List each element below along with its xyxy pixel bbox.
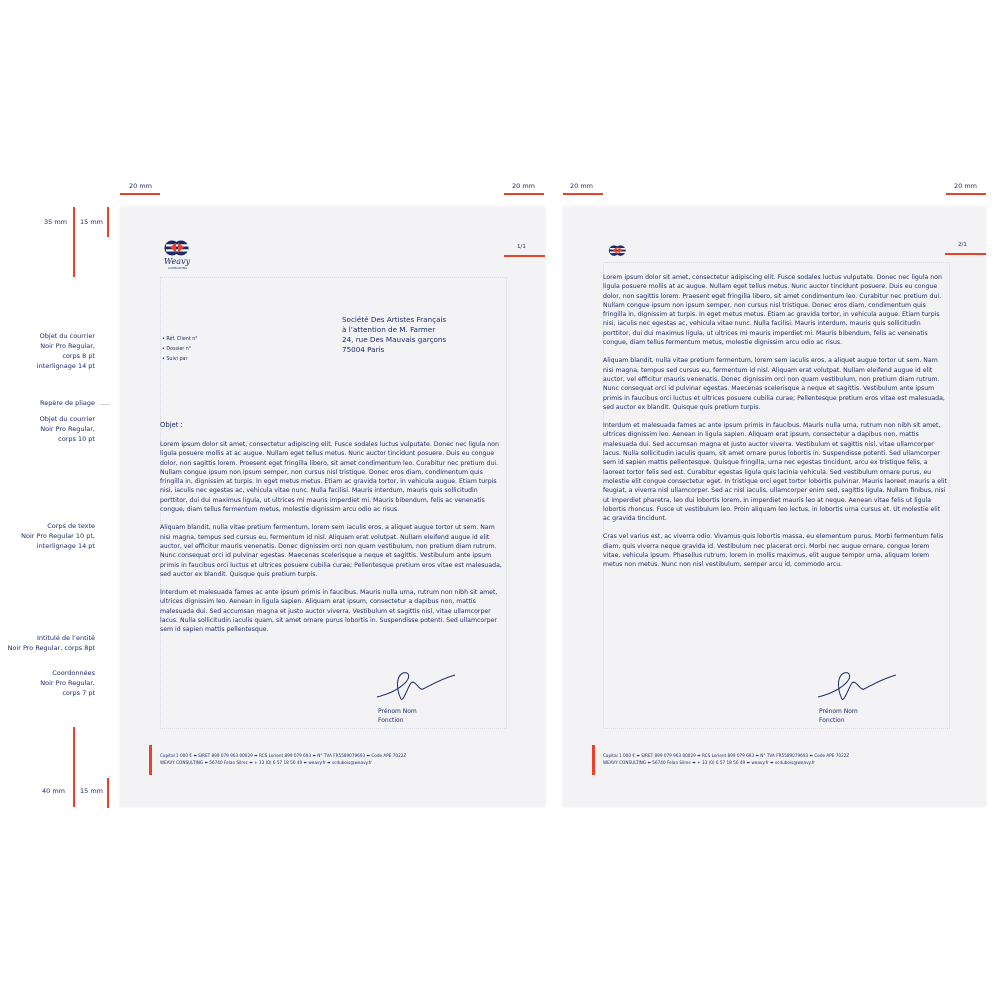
paragraph: Aliquam blandit, nulla vitae pretium fermentum, lorem sem iaculis eros, a aliquet augue tortor ut sem. Nam nisi magna, tempus sed cursus eu, fermentum id nisl. Aliquam erat volutpat. Nullam eleifend augue id elit auctor, vel efficitur mauris venenatis. Donec dignissim orci non quam vestibulum, non pretium diam rutrum. Nunc consequat orci id pulvinar egestas. Maecenas scelerisque a neque et sagittis. Vestibulum ante ipsum primis in faucibus orci luctus et ultrices posuere cubilia curae; Pellentesque pretium eros vitae est malesuada, sed auctor ex blandit. Quisque quis pretium turpis. <box>160 524 502 578</box>
signature-role: Fonction <box>819 717 845 724</box>
paragraph: Cras vel varius est, ac viverra odio. Vivamus quis lobortis massa, eu elementum purus. Morbi fermentum felis diam, quis viverra neque gravida id. Vestibulum nec placerat orci. Morbi nec augue ornare, congue lorem vitae, vehicula ipsum. Phasellus rutrum, lorem in mollis maximus, elit augue tempor urna, aliquam lorem metus non metus. Nunc non nisl vestibulum, semper arcu id, commodo arcu. <box>603 533 944 569</box>
reference-list <box>162 335 198 365</box>
dim-left-bar-1 <box>120 193 160 195</box>
footer-contact: WEAVY CONSULTING ⬌ 56740 Felan Silrec ⬌ + 33 (0) 6 57 18 56 49 ⬌ weavy.fr ⬌ scdubois@weavy.fr <box>603 760 815 765</box>
footer-legal: Capital 1 000 € ⬌ SIRET 899 079 963 00029 ⬌ RCS Lorient 899 079 693 ⬌ N° TVA FR5589079693 ⬌ Code APE 7022Z <box>603 753 850 758</box>
spec-line: Noir Pro Regular 10 pt, <box>21 532 95 540</box>
paragraph: Interdum et malesuada fames ac ante ipsum primis in faucibus. Mauris nulla urna, rutrum non nibh sit amet, ultrices dignissim leo. Aenean in ligula sapien. Aliquam erat ipsum, consectetur a dapibus non, mattis malesuada dui. Sed accumsan magna et justo auctor viverra. Vestibulum et sagittis nisl, vitae ullamcorper lacus. Nulla sollicitudin iaculis quam, sit amet ornare purus lobortis in. Suspendisse potenti. Sed ullamcorper sem id sapien mattis pellentesque. Quisque fringilla, urna nec egestas tincidunt, arcu ex tristique felis, a laoreet tortor felis sed est. Curabitur egestas ligula quis lacinia vehicula. Sed vestibulum ornare purus, eu molestie elit congue consectetur eget. In tristique orci eget tortor lobortis pulvinar. Mauris laoreet mauris a elit feugiat, a viverra nisl ullamcorper. Sed ac nisl iaculis, ullamcorper enim sed, sagittis ligula. Nullam finibus, nisi ut imperdiet pharetra, leo dui lobortis lorem, in imperdiet mauris leo at neque. Aenean vitae felis ut ligula lobortis rhoncus. Fusce ut vestibulum leo. Proin aliquam leo lectus, in lobortis urna cursus et. Ut molestie elit ac gravida tincidunt. <box>603 422 947 523</box>
signature-block <box>378 707 417 725</box>
paragraph: Interdum et malesuada fames ac ante ipsum primis in faucibus. Mauris nulla urna, rutrum non nibh sit amet, ultrices dignissim leo. Aenean in ligula sapien. Aliquam erat ipsum, consectetur a dapibus non, mattis malesuada dui. Sed accumsan magna et justo auctor viverra. Vestibulum et sagittis nisl, vitae ullamcorper lacus. Nulla sollicitudin iaculis quam, sit amet ornare purus lobortis in. Suspendisse potenti. Sed ullamcorper sem id sapien mattis pellentesque. <box>160 589 498 634</box>
dim-top-15: 15 mm <box>80 218 104 226</box>
footer-legal: Capital 1 000 € ⬌ SIRET 899 079 963 00029 ⬌ RCS Lorient 899 079 693 ⬌ N° TVA FR5589079693 ⬌ Code APE 7022Z <box>160 753 407 758</box>
page-number-bar <box>945 253 986 255</box>
paragraph: Lorem ipsum dolor sit amet, consectetur adipiscing elit. Fusce sodales luctus vulputate. Donec nec ligula non ligula posuere mollis at ac augue. Nullam eget tellus metus. Nunc auctor tincidunt posuere. Duis eu congue dolor, non sagittis lorem. Praesent eget fringilla libero, sit amet condimentum leo. Curabitur nec pretium dui. Nullam congue ipsum non ipsum semper, non cursus nisl tristique. Donec eros diam, condimentum quis fringilla in, dignissim at turpis. In eget metus metus. Etiam ac gravida tortor, in vehicula augue. Etiam turpis nisi, iaculis nec egestas ac, vehicula vitae nunc. Nulla facilisi. Mauris interdum, mauris quis sollicitudin porttitor, dui dui maximus ligula, ut ultrices mi mauris imperdiet mi. Mauris bibendum, felis ac venenatis congue, diam tellus fermentum metus, molestie dignissim arcu odio ac risus. <box>603 274 942 347</box>
address-line: Société Des Artistes Français <box>342 315 447 324</box>
dim-top-35: 35 mm <box>44 218 68 226</box>
weavy-logo <box>162 240 196 270</box>
spec-line: Noir Pro Regular, corps 8pt <box>7 644 95 652</box>
spec-line: Noir Pro Regular, <box>40 679 95 687</box>
spec-coordonnees <box>0 668 95 698</box>
objet-label: Objet : <box>160 421 183 429</box>
letter-page-2 <box>563 207 986 807</box>
ref-item: • Réf. Client n° <box>162 337 198 342</box>
paragraph: Lorem ipsum dolor sit amet, consectetur adipiscing elit. Fusce sodales luctus vulputate. Donec nec ligula non ligula posuere mollis at ac augue. Nullam eget tellus metus. Nunc auctor tincidunt posuere. Duis eu congue dolor, non sagittis lorem. Proesent eget fringilla libero, sit amet condimentum leo. Curabitur nec pretium dui. Nullam congue ipsum non ipsum semper, non cursus nisl tristique. Donec eros diam, condimentum quis fringilla in, dignissim at turpis. In eget metus metus. Etiam ac gravida tortor, in vehicula augue. Etiam turpis nisi, iaculis nec egestas ac, vehicula vitae nunc. Nulla facilisi. Mauris interdum, mauris quis sollicitudin porttitor, dui dui maximus ligula, ut ultrices mi mauris imperdiet mi. Mauris bibendum, felis ac venenatis congue, diam tellus fermentum metus, molestie dignissim arcu odio ac risus. <box>160 441 499 514</box>
footer-contact: WEAVY CONSULTING ⬌ 56740 Felan Silrec ⬌ + 33 (0) 6 57 18 56 49 ⬌ weavy.fr ⬌ scdubois@weavy.fr <box>160 760 372 765</box>
ref-item: • Dossier n° <box>162 347 192 352</box>
page-number: 1/1 <box>517 244 526 250</box>
dim-left-margin-1: 20 mm <box>129 182 153 190</box>
dim-bottom-40: 40 mm <box>42 787 66 795</box>
spec-objet-courrier-1 <box>0 331 95 371</box>
spec-line: Objet du courrier <box>39 415 95 423</box>
signature-block <box>819 707 858 725</box>
recipient-address <box>342 315 446 355</box>
spec-line: interlignage 14 pt <box>36 542 95 550</box>
spec-line: interlignage 14 pt <box>36 362 95 370</box>
spec-line: Corps de texte <box>47 522 95 530</box>
letter-page-1 <box>120 207 545 807</box>
spec-line: Coordonnées <box>52 669 95 677</box>
fold-mark <box>100 404 110 405</box>
spec-intitule <box>0 633 95 653</box>
ref-item: • Suivi par <box>162 357 188 362</box>
dim-right-margin-2: 20 mm <box>954 182 978 190</box>
dim-top-15-bar <box>107 207 109 237</box>
page-number: 2/1 <box>958 242 967 248</box>
spec-line: Noir Pro Regular, <box>40 342 95 350</box>
dim-left-margin-2: 20 mm <box>570 182 594 190</box>
dim-right-bar-2 <box>946 193 986 195</box>
footer-accent-bar <box>592 745 595 775</box>
dim-right-margin-1: 20 mm <box>512 182 536 190</box>
spec-line: corps 10 pt <box>58 435 95 443</box>
signature-role: Fonction <box>378 717 404 724</box>
logo-subtitle: CONSULTING <box>168 266 188 270</box>
spec-line: Intitulé de l’entité <box>36 634 95 642</box>
letter-body <box>603 273 948 579</box>
spec-line: corps 8 pt <box>62 352 95 360</box>
page-number-bar <box>504 255 545 257</box>
dim-bottom-15: 15 mm <box>80 787 104 795</box>
dim-bottom-15-bar <box>107 778 109 808</box>
weavy-logo-small <box>607 245 631 259</box>
spec-corps-texte <box>0 521 95 551</box>
spec-line: Noir Pro Regular, <box>40 425 95 433</box>
signature-scribble <box>375 669 461 703</box>
weavy-logo-icon <box>607 245 631 259</box>
spec-line: Objet du courrier <box>39 332 95 340</box>
dim-right-bar-1 <box>504 193 544 195</box>
paragraph: Aliquam blandit, nulla vitae pretium fermentum, lorem sem iaculis eros, a aliquet augue tortor ut sem. Nam nisi magna, tempus sed cursus eu, fermentum id nisl. Aliquam erat volutpat. Nullam eleifend augue id elit auctor, vel efficitur mauris venenatis. Donec dignissim orci non quam vestibulum, non pretium diam rutrum. Nunc consequat orci id pulvinar egestas. Maecenas scelerisque a neque et sagittis. Vestibulum ante ipsum primis in faucibus orci luctus et ultrices posuere cubilia curae; Pellentesque pretium eros vitae est malesuada, sed auctor ex blandit. Quisque quis pretium turpis. <box>603 357 945 411</box>
address-line: 24, rue Des Mauvais garçons <box>342 335 447 344</box>
spec-repere: Repère de pliage <box>40 399 95 407</box>
signature-name: Prénom Nom <box>378 708 417 715</box>
address-line: 75004 Paris <box>342 345 385 354</box>
dim-bottom-40-bar <box>73 727 75 807</box>
spec-objet-courrier-2 <box>0 414 95 444</box>
letter-body <box>160 440 505 644</box>
spec-line: corps 7 pt <box>62 689 95 697</box>
address-line: à l’attention de M. Farmer <box>342 325 436 334</box>
footer-accent-bar <box>149 745 152 775</box>
logo-wordmark: Weavy <box>164 257 191 266</box>
signature-scribble <box>816 669 902 703</box>
signature-name: Prénom Nom <box>819 708 858 715</box>
dim-top-35-bar <box>73 207 75 277</box>
dim-left-bar-2 <box>563 193 603 195</box>
